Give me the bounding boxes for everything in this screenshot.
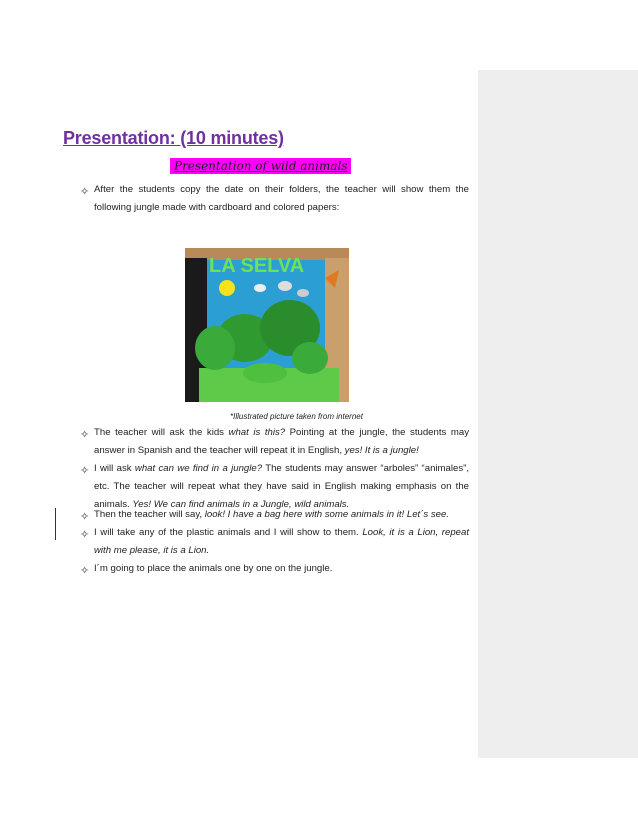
image-caption: *Illustrated picture taken from internet	[230, 412, 363, 421]
bullet-icon: ✧	[80, 465, 90, 477]
list-item: The teacher will ask the kids what is this? Pointing at the jungle, the students may answer in Spanish and the teacher will repeat it in English, yes! It is a jungle!	[94, 427, 469, 456]
list-item: Then the teacher will say, look! I have a bag here with some animals in it! Let´s see.	[94, 509, 449, 520]
comments-pane	[478, 70, 638, 758]
list-item: I´m going to place the animals one by one on the jungle.	[94, 563, 333, 574]
jungle-diorama-image	[185, 248, 349, 402]
intro-paragraph: After the students copy the date on their folders, the teacher will show them the following jungle made with cardboard and colored papers:	[94, 184, 469, 213]
bullet-icon: ✧	[80, 565, 90, 577]
bullet-icon: ✧	[80, 186, 90, 198]
section-heading: Presentation: (10 minutes)	[63, 128, 284, 148]
bullet-icon: ✧	[80, 429, 90, 441]
list-item: I will ask what can we find in a jungle? The students may answer “arboles” “animales”, etc. The teacher will repeat what they have said in English making emphasis on the animals. Yes! We can find animals in a Jungle, wild animals.	[94, 463, 470, 510]
list-item: I will take any of the plastic animals and I will show to them. Look, it is a Lion, repeat with me please, it is a Lion.	[94, 527, 469, 556]
highlighted-subtitle: Presentation of wild animals	[170, 158, 351, 174]
change-bar	[55, 508, 56, 540]
diorama-sign: LA SELVA	[209, 255, 305, 277]
bullet-icon: ✧	[80, 511, 90, 523]
bullet-icon: ✧	[80, 529, 90, 541]
jungle-diorama-illustration	[185, 248, 349, 402]
